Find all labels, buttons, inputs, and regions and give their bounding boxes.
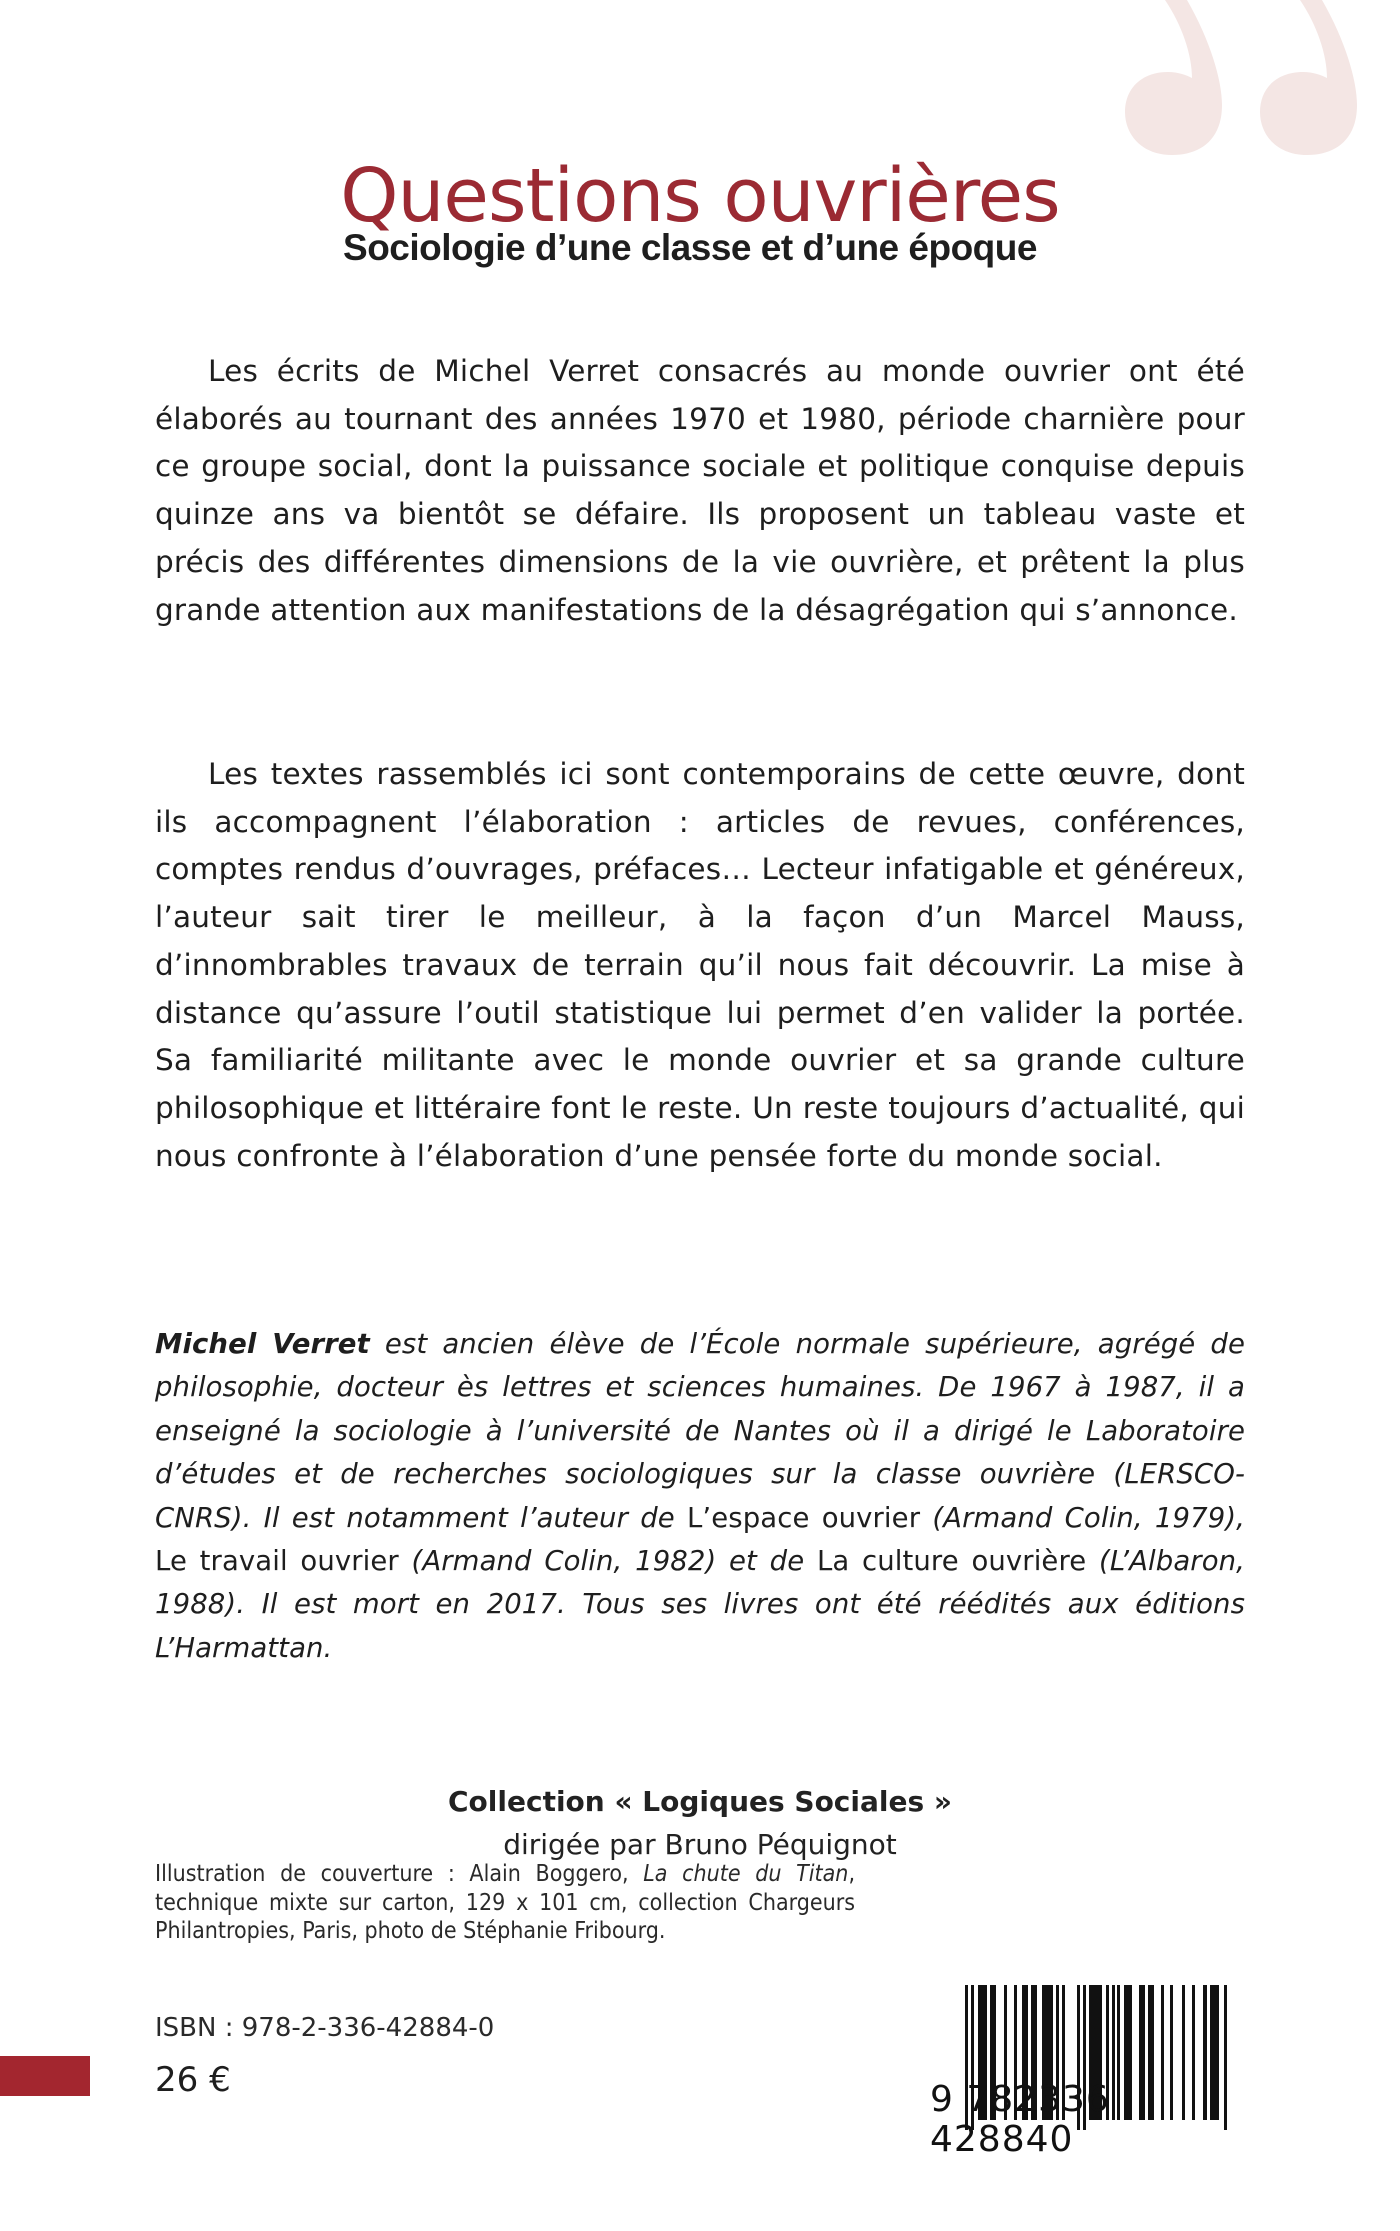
- summary-paragraph-1: Les écrits de Michel Verret consacrés au monde ouvrier ont été élaborés au tournant des années 1970 et 1980, période charnière pour ce groupe social, dont la puissance sociale et politique conquise depuis quinze ans va bientôt se défaire. Ils proposent un tableau vaste et précis des différentes dimensions de la vie ouvrière, et prêtent la plus grande attention aux manifestations de la désagrégation qui s’annonce.: [155, 354, 1245, 627]
- closing-quote-icon: [0, 0, 1400, 170]
- book-subtitle: Sociologie d’une classe et d’une époque: [343, 227, 1037, 268]
- artwork-title: La chute du Titan: [643, 1861, 849, 1887]
- book-reference: La culture ouvrière: [816, 1545, 1087, 1578]
- author-bio: [155, 1323, 1245, 1670]
- price: 26 €: [155, 2060, 231, 2100]
- collection-info: [0, 1780, 1400, 1866]
- bio-text: (L’Albaron, 1988). Il est mort en 2017. Tous ses livres ont été réédités aux éditions L’Harmattan.: [155, 1545, 1246, 1664]
- collection-name: Collection « Logiques Sociales »: [448, 1785, 952, 1818]
- collection-director: dirigée par Bruno Péquignot: [503, 1828, 897, 1861]
- book-title: Questions ouvrières: [340, 152, 1060, 239]
- bio-text: (Armand Colin, 1982) et de: [398, 1545, 817, 1578]
- author-name: Michel Verret: [155, 1328, 370, 1360]
- credits-prefix: Illustration de couverture : Alain Boggero,: [155, 1861, 644, 1887]
- cover-credits: [155, 1860, 855, 1946]
- book-reference: L’espace ouvrier: [687, 1501, 921, 1534]
- summary-paragraph-2: Les textes rassemblés ici sont contemporains de cette œuvre, dont ils accompagnent l’élaboration : articles de revues, conférences, comptes rendus d’ouvrages, préfaces… Lecteur infatigable et généreux, l’auteur sait tirer le meilleur, à la façon d’un Marcel Mauss, d’innombrables travaux de terrain qu’il nous fait découvrir. La mise à distance qu’assure l’outil statistique lui permet d’en valider la portée. Sa familiarité militante avec le monde ouvrier et sa grande culture philosophique et littéraire font le reste. Un reste toujours d’actualité, qui nous confronte à l’élaboration d’une pensée forte du monde social.: [155, 757, 1245, 1173]
- red-tab-marker: [0, 2056, 90, 2096]
- book-reference: Le travail ouvrier: [155, 1545, 399, 1578]
- isbn: ISBN : 978-2-336-42884-0: [155, 2013, 495, 2043]
- barcode-digits: 9 782336 428840: [930, 2079, 1110, 2160]
- bio-text: (Armand Colin, 1979),: [920, 1501, 1245, 1534]
- credits-suffix: , technique mixte sur carton, 129 x 101 cm, collection Chargeurs Philantropies, Paris, photo de Stéphanie Fribourg.: [155, 1861, 856, 1944]
- bio-text: est ancien élève de l’École normale supérieure, agrégé de philosophie, docteur ès lettres et sciences humaines. De 1967 à 1987, il a enseigné la sociologie à l’université de Nantes où il a dirigé le Laboratoire d’études et de recherches sociologiques sur la classe ouvrière (LERSCO-CNRS). Il est notamment l’auteur de: [155, 1328, 1245, 1534]
